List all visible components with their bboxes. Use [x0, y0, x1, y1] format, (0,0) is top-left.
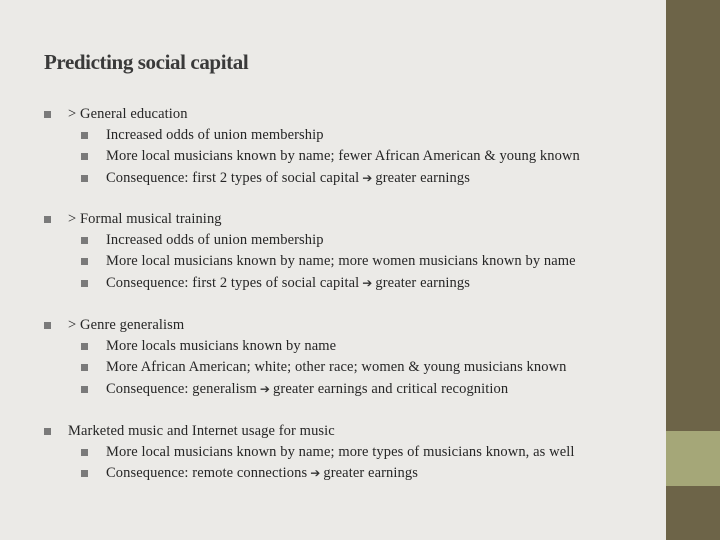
slide-title: Predicting social capital	[44, 50, 249, 74]
sub-item	[0, 357, 666, 378]
consequence-text: Consequence: remote connections	[106, 465, 308, 482]
consequence-result: greater earnings	[375, 169, 470, 186]
right-arrow-icon: ➔	[259, 381, 271, 396]
square-bullet-icon	[81, 175, 88, 182]
consequence-result: greater earnings	[375, 274, 470, 291]
consequence-text: Consequence: first 2 types of social capital	[106, 169, 360, 186]
sub-item	[0, 251, 666, 272]
sub-item-consequence	[106, 379, 508, 400]
square-bullet-icon	[81, 132, 88, 139]
list-item	[0, 421, 666, 485]
sub-item-text: More African American; white; other race; women & young musicians known	[106, 359, 567, 376]
sub-item	[0, 125, 666, 146]
sub-item-text: Increased odds of union membership	[106, 127, 324, 143]
sub-item	[0, 273, 666, 294]
list-item-label: > General education	[68, 106, 188, 122]
square-bullet-icon	[81, 343, 88, 350]
sub-item-text: More local musicians known by name; more types of musicians known, as well	[106, 444, 575, 460]
square-bullet-icon	[44, 216, 51, 223]
sub-item	[0, 146, 666, 167]
list-item-row	[0, 315, 666, 336]
sub-item-consequence	[106, 463, 418, 484]
list-item-label: > Formal musical training	[68, 211, 222, 227]
sub-item-text: More local musicians known by name; fewer African American & young known	[106, 148, 580, 165]
sub-item-consequence	[106, 168, 470, 189]
sub-item	[0, 336, 666, 357]
square-bullet-icon	[81, 449, 88, 456]
sub-item-text: Increased odds of union membership	[106, 232, 324, 248]
sub-item-text: More local musicians known by name; more women musicians known by name	[106, 253, 576, 270]
sub-item	[0, 230, 666, 251]
square-bullet-icon	[81, 280, 88, 287]
square-bullet-icon	[81, 153, 88, 160]
square-bullet-icon	[44, 428, 51, 435]
right-arrow-icon: ➔	[310, 466, 321, 481]
square-bullet-icon	[81, 364, 88, 371]
right-arrow-icon: ➔	[362, 170, 373, 185]
list-item	[0, 209, 666, 294]
list-item	[0, 104, 666, 189]
sub-item	[0, 442, 666, 463]
sub-item-consequence	[106, 273, 470, 294]
list-item-row	[0, 209, 666, 230]
square-bullet-icon	[81, 386, 88, 393]
list-item-label: > Genre generalism	[68, 317, 185, 333]
right-arrow-icon: ➔	[362, 275, 373, 290]
square-bullet-icon	[81, 470, 88, 477]
list-item	[0, 315, 666, 400]
sub-item	[0, 463, 666, 484]
square-bullet-icon	[81, 258, 88, 265]
list-item-label: Marketed music and Internet usage for music	[68, 423, 335, 439]
square-bullet-icon	[44, 111, 51, 118]
square-bullet-icon	[81, 237, 88, 244]
consequence-result: greater earnings	[323, 465, 418, 482]
sub-item-text: More locals musicians known by name	[106, 338, 337, 354]
list-item-row	[0, 421, 666, 442]
consequence-text: Consequence: generalism	[106, 380, 257, 397]
consequence-text: Consequence: first 2 types of social capital	[106, 274, 360, 291]
sub-item	[0, 379, 666, 400]
square-bullet-icon	[44, 322, 51, 329]
sub-item	[0, 168, 666, 189]
list-item-row	[0, 104, 666, 125]
sidebar-accent-block	[666, 431, 720, 486]
consequence-result: greater earnings and critical recognition	[273, 380, 509, 397]
